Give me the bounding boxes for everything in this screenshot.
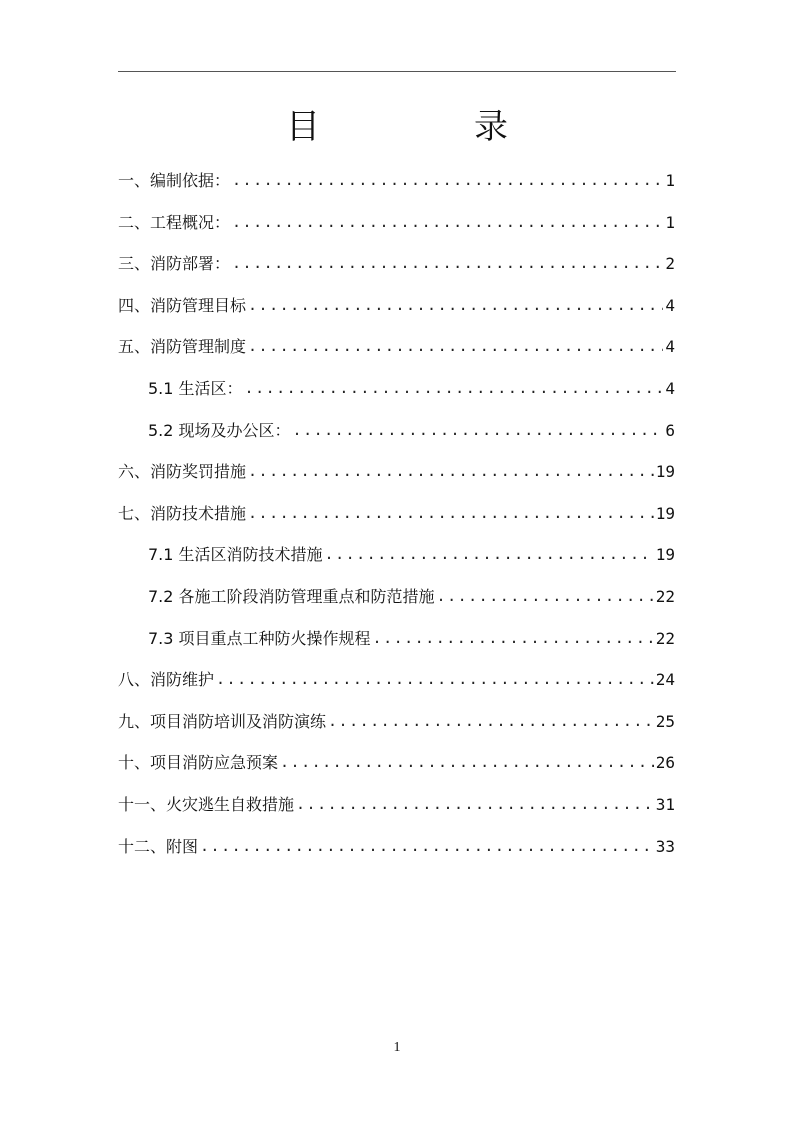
toc-entry-page: 1: [665, 171, 675, 190]
toc-entry[interactable]: [118, 826, 675, 868]
toc-entry-page: 6: [665, 420, 675, 440]
toc-entry-label: 八、消防维护: [118, 670, 215, 690]
toc-entry-label: 九、项目消防培训及消防演练: [118, 711, 327, 731]
toc-entry-label: 三、消防部署：: [118, 254, 231, 274]
toc-entry-page: 4: [665, 337, 675, 357]
toc-dot-leader: [280, 742, 654, 784]
toc-entry[interactable]: [118, 742, 675, 784]
toc-entry[interactable]: [118, 243, 675, 285]
toc-dot-leader: [296, 784, 654, 826]
toc-dot-leader: [232, 202, 663, 244]
page-title: 目 录: [286, 107, 568, 147]
toc-entry-label: 7.3 项目重点工种防火操作规程: [148, 628, 371, 648]
toc-entry-page: 22: [655, 628, 675, 648]
toc-entry-page: 33: [655, 836, 675, 856]
toc-entry[interactable]: [118, 701, 675, 743]
toc-entry-page: 25: [655, 711, 675, 731]
toc-dot-leader: [328, 701, 654, 743]
toc-entry[interactable]: [118, 202, 675, 244]
toc-dot-leader: [437, 576, 654, 618]
toc-entry[interactable]: [118, 451, 675, 493]
toc-entry-label: 7.2 各施工阶段消防管理重点和防范措施: [148, 586, 435, 606]
toc-entry[interactable]: [118, 534, 675, 576]
toc-entry-page: 4: [665, 378, 675, 398]
toc-dot-leader: [248, 493, 654, 535]
toc-entry-page: 31: [655, 794, 675, 814]
toc-entry-page: 4: [665, 295, 675, 315]
toc-entry-page: 1: [665, 212, 675, 232]
toc-dot-leader: [245, 368, 664, 410]
toc-entry[interactable]: [118, 618, 675, 660]
toc-dot-leader: [232, 243, 663, 285]
toc-entry-page: 19: [655, 545, 675, 565]
toc-dot-leader: [293, 410, 664, 452]
toc-entry-label: 十、项目消防应急预案: [118, 753, 279, 773]
toc-dot-leader: [232, 160, 663, 202]
toc-dot-leader: [248, 451, 654, 493]
toc-entry-label: 四、消防管理目标: [118, 295, 247, 315]
toc-entry-label: 一、编制依据：: [118, 171, 231, 190]
toc-dot-leader: [373, 618, 654, 660]
toc-entry-page: 24: [655, 670, 675, 690]
toc-entry-label: 六、消防奖罚措施: [118, 462, 247, 482]
toc-entry[interactable]: [118, 659, 675, 701]
toc-entry-page: 22: [655, 586, 675, 606]
toc-entry[interactable]: [118, 285, 675, 327]
toc-dot-leader: [216, 659, 654, 701]
toc-dot-leader: [325, 534, 654, 576]
toc-dot-leader: [200, 826, 654, 868]
toc-entry-page: 26: [655, 753, 675, 773]
footer-page-number: 1: [393, 1040, 401, 1055]
toc-dot-leader: [248, 285, 663, 327]
toc-entry[interactable]: [118, 326, 675, 368]
toc-entry-label: 5.2 现场及办公区：: [148, 420, 291, 440]
header-rule: [118, 71, 676, 72]
table-of-contents: [118, 160, 675, 867]
toc-entry-label: 二、工程概况：: [118, 212, 231, 232]
toc-entry-label: 七、消防技术措施: [118, 503, 247, 523]
toc-entry[interactable]: [118, 410, 675, 452]
toc-entry-page: 19: [655, 503, 675, 523]
toc-dot-leader: [248, 326, 663, 368]
toc-entry[interactable]: [118, 784, 675, 826]
toc-entry-page: 2: [665, 254, 675, 274]
toc-entry-label: 十一、火灾逃生自救措施: [118, 794, 295, 814]
toc-entry[interactable]: [118, 493, 675, 535]
toc-entry[interactable]: [118, 368, 675, 410]
toc-entry[interactable]: [118, 576, 675, 618]
toc-entry[interactable]: [118, 160, 675, 202]
toc-entry-label: 十二、附图: [118, 836, 199, 856]
toc-entry-label: 五、消防管理制度: [118, 337, 247, 357]
toc-entry-page: 19: [655, 462, 675, 482]
toc-entry-label: 7.1 生活区消防技术措施: [148, 545, 323, 565]
toc-entry-label: 5.1 生活区：: [148, 378, 243, 398]
